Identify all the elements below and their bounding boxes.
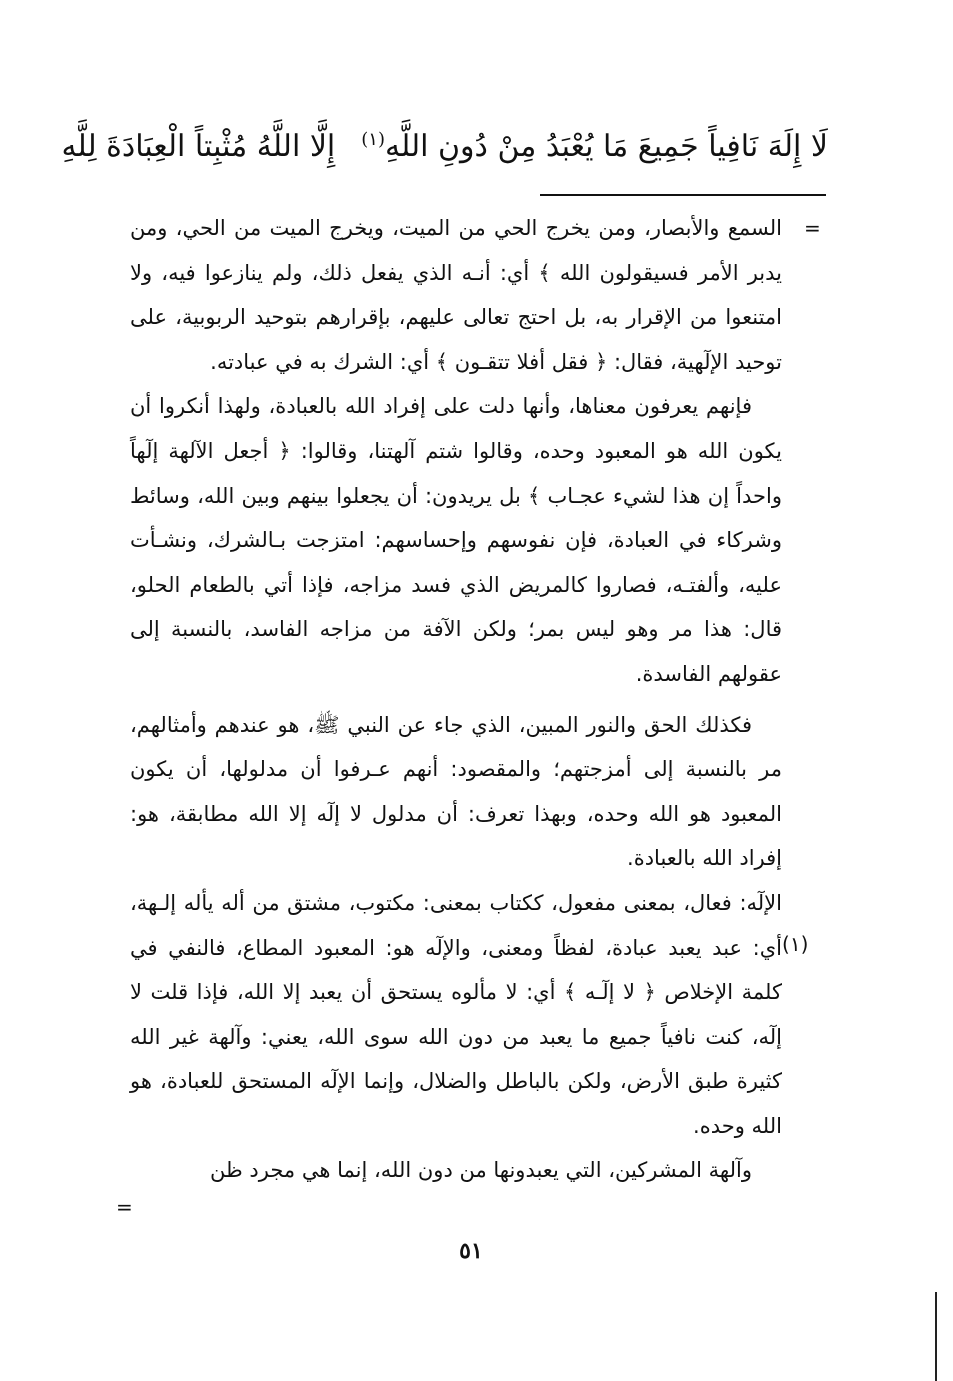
- paragraph-2: فإنهم يعرفون معناها، وأنها دلت على إفراد الله بالعبادة، ولهذا أنكروا أن يكون الله هو المعبود وحده، وقالوا شتم آلهتنا، وقالوا: ﴿ أجعل الآلهة إلٓهاً واحداً إن هذا لشيء عجـاب ﴾ بل يريدون: أن يجعلوا بينهم وبين الله، وسائط وشركاء في العبادة، فإن نفوسهم وإحساسهم: امتزجت بـالشرك، ونشـأت عليه، وألفتـه، فصاروا كالمريض الذي فسد مزاجه، فإذا أتي بالطعام الحلو، قال: هذا مر وهو ليس بمر؛ ولكن الآفة من مزاجه الفاسد، بالنسبة إلى عقولهم الفاسدة.: [130, 394, 782, 686]
- footnote-text: الإلٓه: فعال، بمعنى مفعول، ككتاب بمعنى: مكتوب، مشتق من أله يأله إلـهة، أي: عبد يعبد عبادة، لفظاً ومعنى، والإلٓه هو: المعبود المطاع، فالنفي في كلمة الإخلاص ﴿ لا إلٓـه ﴾ أي: لا مألوه يستحق أن يعبد إلا الله، فإذا قلت لا إلٓه، كنت نافياً جميع ما يعبد من دون الله سوى الله، يعني: وآلهة غير الله كثيرة طبق الأرض، ولكن بالباطل والضلال، وإنما الإلٓه المستحق للعبادة، هو الله وحده.: [130, 890, 782, 1138]
- trailing-continuation-marker: =: [116, 1195, 133, 1219]
- page-edge-line: [935, 1292, 937, 1381]
- heading-part-2: إِلَّا اللَّهُ مُثْبِتاً الْعِبَادَةَ لِلَّهِ: [61, 129, 336, 164]
- footnote-number: (١): [782, 932, 809, 956]
- footnote-separator-rule: [540, 194, 826, 196]
- paragraph-3: فكذلك الحق والنور المبين، الذي جاء عن النبي ﷺ، هو عندهم وأمثالهم، مر بالنسبة إلى أمزجتهم؛ والمقصود: أنهم عـرفوا أن مدلولها، أن يكون المعبود هو الله وحده، وبهذا تعرف: أن مدلول لا إلٓه إلا الله مطابقة، هو: إفراد الله بالعبادة.: [130, 712, 782, 871]
- page-number: ٥١: [459, 1238, 483, 1264]
- main-text-heading: [61, 110, 828, 177]
- continuation-marker: =: [804, 216, 821, 240]
- footnote-continuation: وآلهة المشركين، التي يعبدونها من دون الله، إنما هي مجرد ظن: [210, 1158, 752, 1183]
- paragraph-1: السمع والأبصار، ومن يخرج الحي من الميت، ويخرج الميت من الحي، ومن يدبر الأمر فسيقولون الله ﴾ أي: أنـه الذي يفعل ذلك، ولم ينازعوا فيه، ولا امتنعوا من الإقرار به، بل احتج تعالى عليهم، بإقرارهم بتوحيد الربوبية، على توحيد الإلٓهية، فقال: ﴿ فقل أفلا تتقـون ﴾ أي: الشرك به في عبادته.: [130, 216, 782, 374]
- commentary-body: [130, 206, 782, 1193]
- heading-footnote-ref: (١): [361, 129, 385, 150]
- heading-part-1: لَا إِلَهَ نَافِياً جَمِيعَ مَا يُعْبَدُ مِنْ دُونِ اللَّهِ: [385, 129, 828, 164]
